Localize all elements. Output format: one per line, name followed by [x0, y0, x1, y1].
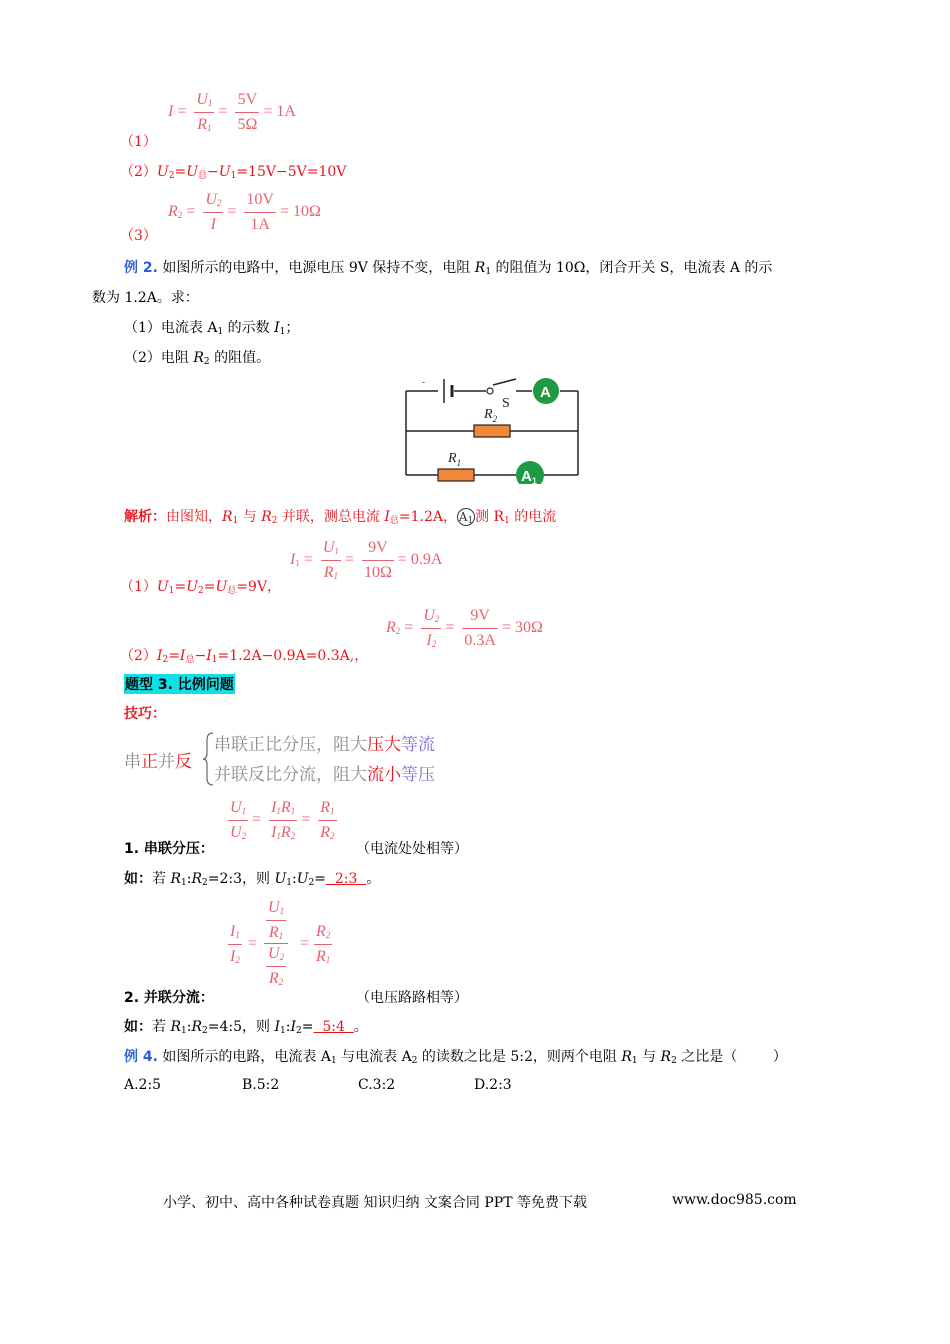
- parallel-title: 2. 并联分流：: [124, 990, 214, 1006]
- fraction: $\frac{U_2}{I}$: [205, 191, 222, 233]
- option-d[interactable]: D.2:3: [474, 1077, 512, 1093]
- switch-label: S: [502, 396, 510, 411]
- fraction: $\frac{9V}{0.3A}$: [464, 607, 496, 649]
- equation-series-ratio: $\frac{U_1}{U_2}$ = $\frac{I_1R_1}{I_1R_2}$ = $\frac{R_1}{R_2}$: [230, 799, 335, 841]
- svg-text:A: A: [540, 384, 551, 401]
- fraction: $\frac{10V}{1A}$: [246, 191, 274, 233]
- svg-text:R2: $R_2$: [484, 407, 498, 424]
- switch-contact: [487, 388, 493, 394]
- step-label-1: （1）: [120, 134, 157, 150]
- footer-text: 小学、初中、高中各种试卷真题 知识归纳 文案合同 PPT 等免费下载: [163, 1195, 587, 1211]
- equation-resistance: $R_2$ = $\frac{U_2}{I}$ = $\frac{10V}{1A}$ = 10Ω: [168, 191, 321, 233]
- eq-lhs: I: [168, 103, 174, 121]
- answer-1: $(1)U_1=U_2=U_总=9V$，: [120, 579, 282, 596]
- example-tag: 例 4.: [124, 1049, 158, 1065]
- fraction: $\frac{5V}{5\Omega}$: [237, 91, 258, 133]
- series-title: 1. 串联分压：: [124, 841, 214, 857]
- ammeter-symbol: $A_1$: [458, 510, 474, 526]
- series-example: 如：若 $R_1:R_2=2:3$，则 $U_1:U_2=$ 2:3 。: [124, 871, 381, 888]
- svg-text:R1: $R_1$: [448, 451, 462, 468]
- fraction: $\frac{9V}{10\Omega}$: [363, 539, 392, 581]
- fraction: $\frac{U_2}{I_2}$: [423, 607, 440, 649]
- option-a[interactable]: A.2:5: [124, 1077, 162, 1093]
- example-2-line2: 数为 1.2A。求：: [92, 290, 199, 306]
- series-note: （电流处处相等）: [356, 841, 468, 857]
- example-2-line1: 例 2. 如图所示的电路中，电源电压 9V 保持不变，电阻 $R_1$ 的阻值为 10Ω，闭合开关 S，电流表 A 的示: [124, 260, 773, 277]
- series-answer: 2:3: [334, 871, 358, 887]
- answer-2: $(2)I_2=I_总-I_1=1.2A-0.9A=0.3A$,，: [120, 648, 369, 665]
- parallel-note: （电压路路相等）: [356, 990, 468, 1006]
- question-2: （2）电阻 $R_2$ 的阻值。: [124, 350, 271, 367]
- question-1: （1）电流表 $A_1$ 的示数 $I_1$；: [124, 320, 300, 337]
- svg-text:A1: $A_1$: [521, 468, 537, 484]
- parallel-answer: 5:4: [322, 1019, 345, 1035]
- equation-r2: $R_2$ = $\frac{U_2}{I_2}$ = $\frac{9V}{0.3A}$ = 30Ω: [386, 607, 543, 649]
- step-label-3: （3）: [120, 228, 157, 244]
- brace-icon: [202, 732, 214, 786]
- fraction: $\frac{U_1}{R_1}$: [196, 91, 213, 133]
- example-tag: 例 2.: [124, 260, 158, 276]
- svg-text:-: -: [422, 378, 426, 388]
- option-c[interactable]: C.3:2: [358, 1077, 396, 1093]
- fraction: $\frac{U_1}{R_1}$: [322, 539, 339, 581]
- example-4: 例 4. 如图所示的电路，电流表 $A_1$ 与电流表 $A_2$ 的读数之比是 5:2，则两个电阻 $R_1$ 与 $R_2$ 之比是（ ）: [124, 1049, 787, 1066]
- analysis-line: 解析：由图知，$R_1$ 与 $R_2$ 并联，测总电流 $I_总=1.2A$， $A_1$ 测 $R_1$ 的电流: [124, 509, 557, 526]
- equation-current: I = $\frac{U_1}{R_1}$ = $\frac{5V}{5\Omega}$ = 1A: [168, 91, 296, 133]
- circuit-diagram: [398, 374, 588, 484]
- footer-url[interactable]: www.doc985.com: [672, 1192, 797, 1208]
- tip-label: 技巧：: [124, 706, 166, 722]
- parallel-example: 如：若 $R_1:R_2=4:5$，则 $I_1:I_2=$ 5:4 。: [124, 1019, 368, 1036]
- equation-i1: $I_1$ = $\frac{U_1}{R_1}$ = $\frac{9V}{10\Omega}$ = 0.9A: [290, 539, 443, 581]
- option-b[interactable]: B.5:2: [242, 1077, 280, 1093]
- resistor-r2: [474, 425, 510, 437]
- analysis-tag: 解析：: [124, 509, 166, 525]
- topic-title: 题型 3. 比例问题: [124, 674, 235, 694]
- step-2: $(2)U_2=U_总-U_1=15V-5V=10V$: [120, 164, 347, 181]
- resistor-r1: [438, 469, 474, 481]
